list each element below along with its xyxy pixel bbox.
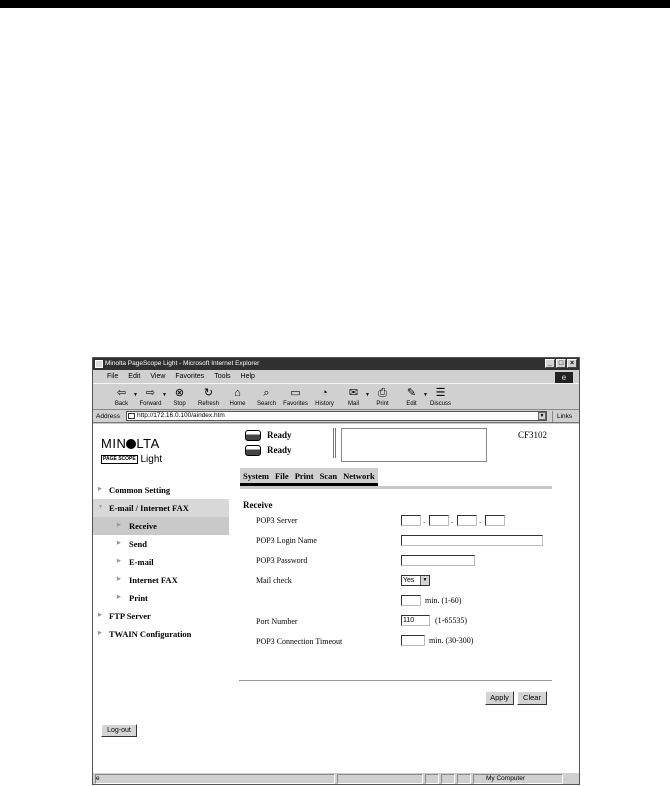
sidebar-item-twain-configuration[interactable]: ▶ TWAIN Configuration (93, 625, 229, 643)
address-dropdown-icon[interactable]: ▼ (539, 413, 545, 419)
triangle-right-icon: ▶ (98, 613, 102, 618)
status-cell (441, 774, 455, 784)
home-icon: ⌂ (234, 387, 241, 399)
sidebar-item-send[interactable]: ▶ Send (93, 535, 229, 553)
tab-network[interactable]: Network (343, 471, 375, 481)
triangle-right-icon: ▶ (117, 523, 121, 528)
pop3-password-label: POP3 Password (256, 556, 308, 565)
menu-tools[interactable]: Tools (214, 373, 231, 380)
triangle-right-icon: ▶ (117, 595, 121, 600)
mail-button[interactable]: ✉ Mail ▼ (339, 384, 368, 410)
triangle-right-icon: ▶ (117, 541, 121, 546)
status-bar (93, 772, 579, 784)
menu-help[interactable]: Help (240, 373, 255, 380)
mail-check-interval-input[interactable] (401, 595, 421, 606)
sidebar-item-common-setting[interactable]: ▶ Common Setting (93, 481, 229, 499)
interval-hint: min. (1-60) (425, 596, 462, 605)
clear-button[interactable]: Clear (517, 691, 547, 705)
pop3-server-octet-1[interactable] (401, 515, 421, 526)
links-button[interactable]: Links (552, 411, 572, 422)
menu-edit[interactable]: Edit (128, 373, 141, 380)
page-icon (128, 413, 135, 419)
address-label: Address (96, 413, 120, 420)
tab-print[interactable]: Print (294, 471, 314, 481)
pagescope-mark: PAGE SCOPE (103, 456, 136, 462)
octet-separator: . (423, 516, 426, 525)
sidebar-item-email-internet-fax[interactable]: ▼ E-mail / Internet FAX (93, 499, 229, 517)
octet-separator: . (451, 516, 454, 525)
close-button[interactable]: × (567, 359, 577, 368)
chevron-down-icon[interactable]: ▼ (133, 392, 138, 398)
stop-button[interactable]: ⊗ Stop (165, 384, 194, 410)
print-icon: ⎙ (378, 387, 387, 399)
forward-arrow-icon: ⇨ (145, 387, 156, 399)
window-controls (545, 359, 577, 368)
back-arrow-icon: ⇦ (116, 387, 127, 399)
menu-file[interactable]: File (107, 373, 119, 380)
message-box (341, 428, 487, 462)
chevron-down-icon[interactable]: ▼ (423, 392, 428, 398)
chevron-down-icon[interactable]: ▼ (365, 392, 370, 398)
pop3-server-octet-2[interactable] (429, 515, 449, 526)
mail-check-select[interactable]: Yes ▼ (401, 575, 430, 586)
pop3-server-octet-4[interactable] (485, 515, 505, 526)
pop3-server-octet-3[interactable] (457, 515, 477, 526)
port-number-input[interactable]: 110 (401, 615, 430, 626)
maximize-button[interactable]: □ (556, 359, 566, 368)
menu-view[interactable]: View (150, 373, 166, 380)
window-title: Minolta PageScope Light - Microsoft Internet Explorer (105, 360, 260, 367)
chevron-down-icon: ▼ (420, 576, 429, 585)
pop3-login-input[interactable] (401, 535, 543, 546)
search-icon: ⌕ (263, 387, 270, 399)
form-title: Receive (243, 500, 273, 510)
menu-bar (93, 370, 579, 383)
favorites-icon: ▭ (290, 387, 301, 399)
discuss-button[interactable]: ☰ Discuss (426, 384, 455, 410)
mail-icon: ✉ (348, 387, 359, 399)
triangle-right-icon: ▶ (117, 559, 121, 564)
back-button[interactable]: ⇦ Back ▼ (107, 384, 136, 410)
refresh-button[interactable]: ↻ Refresh (194, 384, 223, 410)
mail-check-label: Mail check (256, 576, 292, 585)
port-hint: (1-65535) (435, 616, 467, 625)
scanner-status: Ready (243, 443, 292, 458)
favorites-button[interactable]: ▭ Favorites (281, 384, 310, 410)
sidebar-nav (93, 481, 229, 643)
main-tabs (240, 468, 378, 486)
triangle-right-icon: ▶ (98, 631, 102, 636)
octet-separator: . (479, 516, 482, 525)
triangle-down-icon: ▼ (98, 505, 103, 510)
edit-icon: ✎ (406, 387, 417, 399)
scanner-icon (245, 445, 261, 456)
forward-button[interactable]: ⇨ Forward ▼ (136, 384, 165, 410)
status-progress (337, 774, 423, 784)
page-top-rule (0, 0, 670, 8)
edit-button[interactable]: ✎ Edit ▼ (397, 384, 426, 410)
refresh-icon: ↻ (203, 387, 214, 399)
tab-scan[interactable]: Scan (319, 471, 338, 481)
sidebar-item-ftp-server[interactable]: ▶ FTP Server (93, 607, 229, 625)
address-input[interactable] (126, 411, 547, 421)
triangle-right-icon: ▶ (117, 577, 121, 582)
apply-button[interactable]: Apply (485, 691, 514, 705)
home-button[interactable]: ⌂ Home (223, 384, 252, 410)
connection-timeout-input[interactable] (401, 635, 425, 646)
printer-icon (245, 430, 261, 441)
sidebar-item-internet-fax[interactable]: ▶ Internet FAX (93, 571, 229, 589)
toolbar (93, 383, 579, 410)
menu-favorites[interactable]: Favorites (175, 373, 205, 380)
pagescope-light-logo: PAGE SCOPE Light (103, 454, 163, 465)
form-divider (239, 680, 552, 681)
pop3-login-label: POP3 Login Name (256, 536, 317, 545)
ie-throbber-icon: e (555, 372, 573, 383)
chevron-down-icon[interactable]: ▼ (162, 392, 167, 398)
sidebar-item-email[interactable]: ▶ E-mail (93, 553, 229, 571)
pop3-server-label: POP3 Server (256, 516, 298, 525)
tab-underline (240, 486, 552, 489)
address-bar (93, 410, 579, 423)
print-button[interactable]: ⎙ Print (368, 384, 397, 410)
security-zone: My Computer (473, 774, 563, 784)
connection-timeout-label: POP3 Connection Timeout (256, 637, 343, 646)
history-icon: ◔ (321, 387, 328, 399)
discuss-icon: ☰ (435, 387, 446, 399)
logout-button[interactable]: Log-out (101, 724, 137, 737)
status-cell (425, 774, 439, 784)
model-name: CF3102 (518, 430, 548, 440)
page-icon: e (96, 775, 100, 782)
minimize-button[interactable]: _ (545, 359, 555, 368)
address-url: http://172.16.0.100/aindex.htm (137, 412, 225, 419)
tab-system[interactable]: System (243, 471, 269, 481)
search-button[interactable]: ⌕ Search (252, 384, 281, 410)
browser-window (92, 357, 580, 785)
tab-file[interactable]: File (274, 471, 289, 481)
device-status (243, 428, 292, 458)
status-divider (333, 428, 336, 458)
printer-status: Ready (243, 428, 292, 443)
history-button[interactable]: ◔ History (310, 384, 339, 410)
pop3-password-input[interactable] (401, 555, 475, 566)
stop-icon: ⊗ (174, 387, 185, 399)
timeout-hint: min. (30-300) (429, 636, 474, 645)
sidebar-item-receive[interactable]: ▶ Receive (93, 517, 229, 535)
title-bar (93, 358, 579, 370)
port-number-label: Port Number (256, 617, 298, 626)
page-content (93, 424, 579, 773)
status-cell (457, 774, 471, 784)
sidebar-item-print[interactable]: ▶ Print (93, 589, 229, 607)
minolta-logo: MIN LTA (101, 436, 160, 451)
triangle-right-icon: ▶ (98, 487, 102, 492)
status-message (95, 774, 335, 784)
ie-app-icon (95, 360, 103, 368)
